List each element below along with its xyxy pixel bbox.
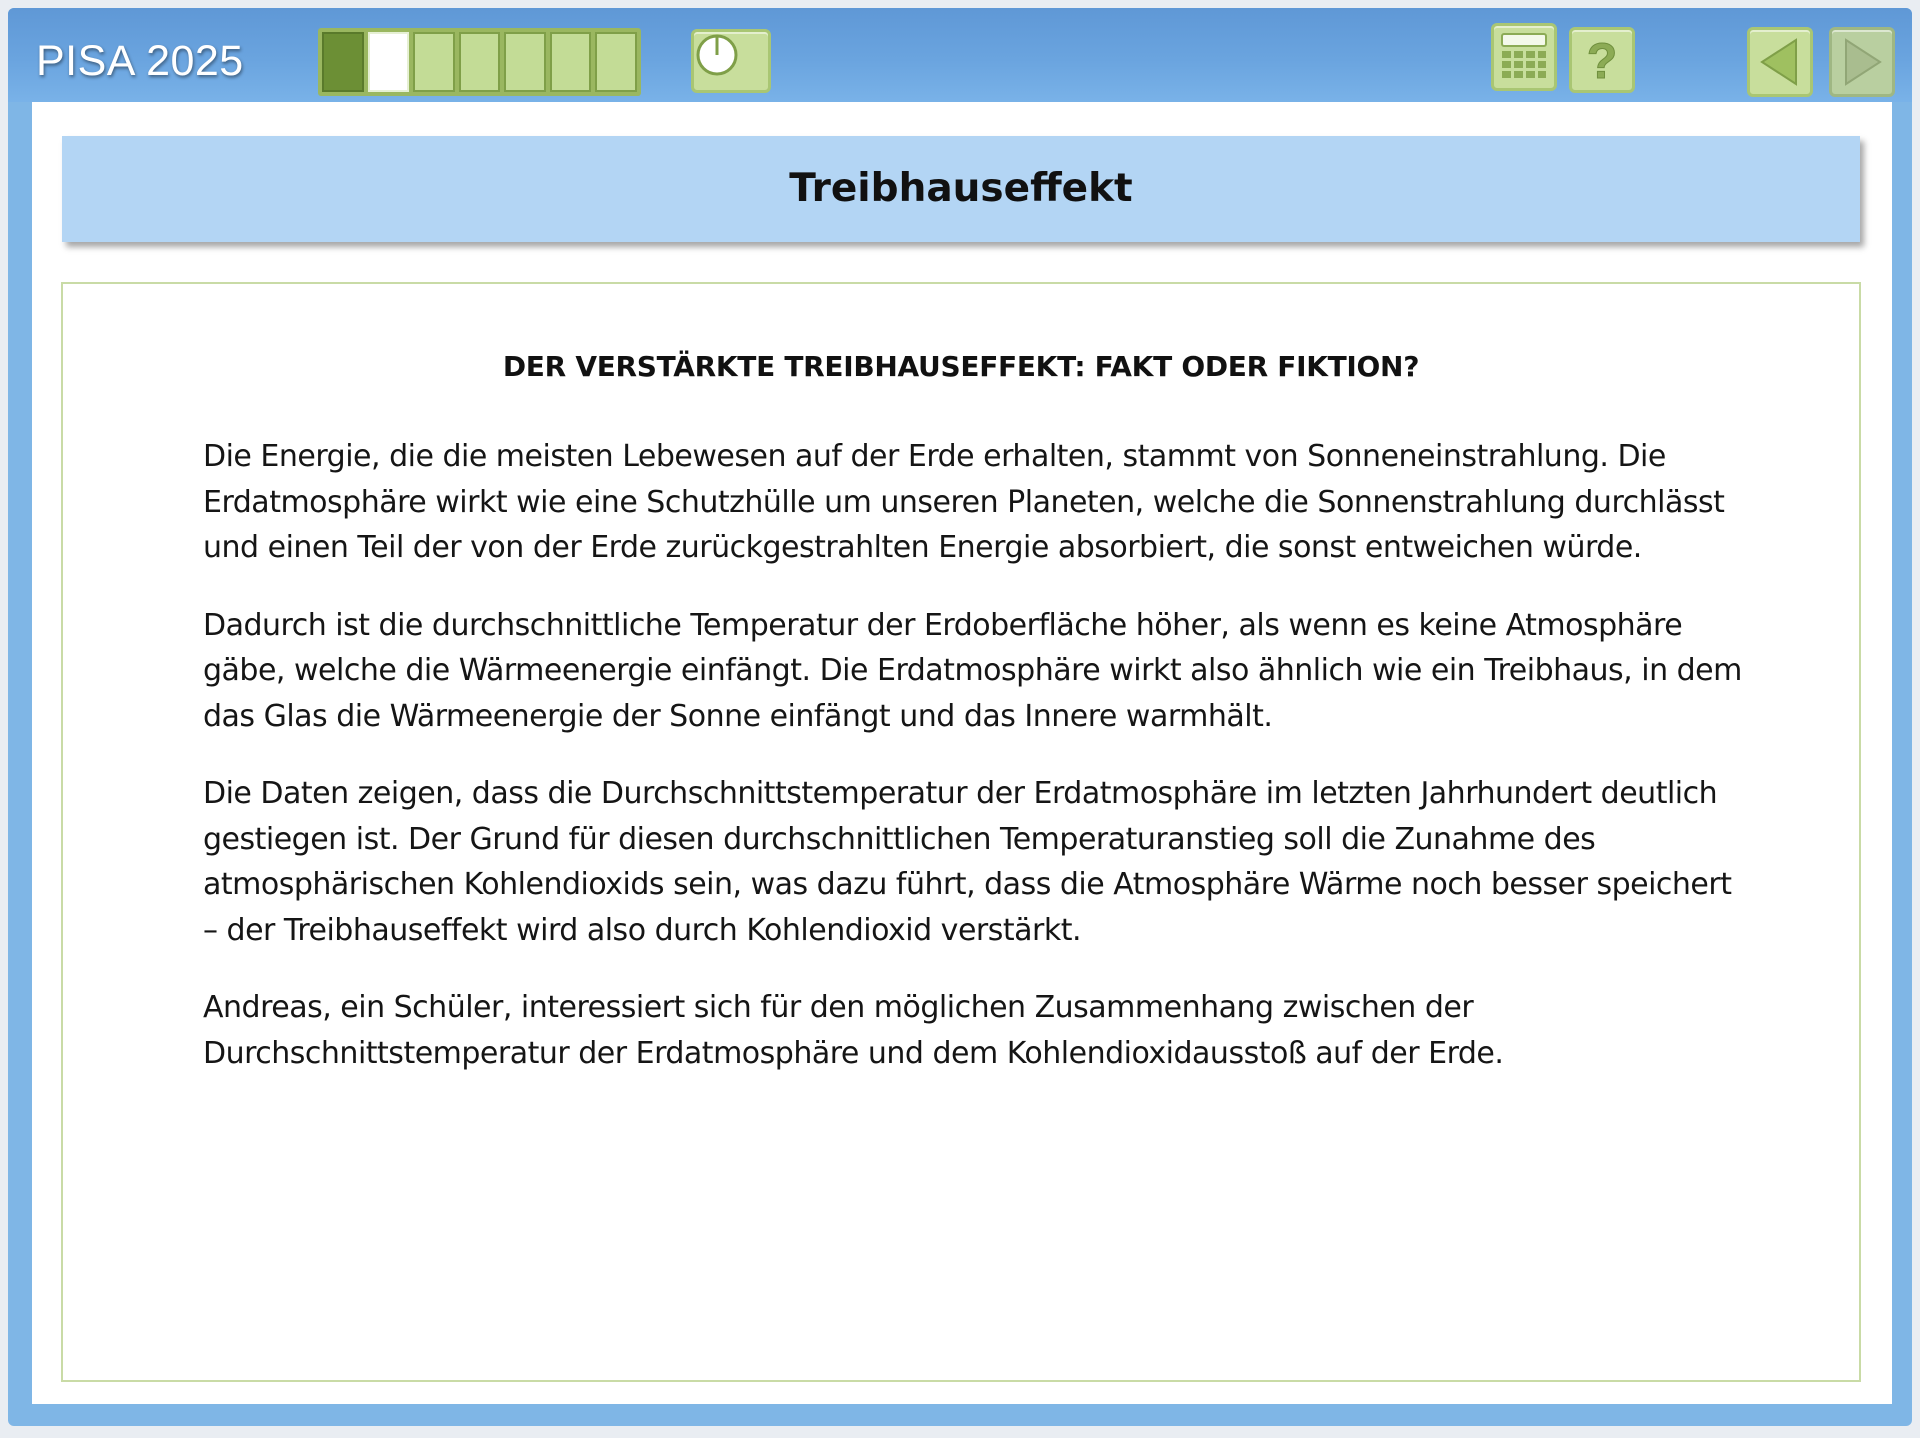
reading-heading: DER VERSTÄRKTE TREIBHAUSEFFEKT: FAKT ODER FIKTION? (502, 350, 1420, 383)
reading-body (203, 434, 1743, 1108)
calculator-icon (1494, 26, 1554, 88)
previous-button[interactable] (1747, 27, 1813, 97)
progress-indicator (318, 28, 641, 96)
reading-panel (61, 282, 1861, 1382)
progress-segment-2 (368, 32, 410, 92)
content-area (32, 102, 1892, 1404)
timer-button[interactable] (691, 29, 771, 93)
help-button[interactable] (1569, 27, 1635, 93)
reading-paragraph-4: Andreas, ein Schüler, interessiert sich für den möglichen Zusammenhang zwischen der Durchschnittstemperatur der Erdatmosphäre und dem Kohlendioxidausstoß auf der Erde. (203, 990, 1504, 1071)
progress-segment-3 (413, 32, 455, 92)
timer-icon (694, 32, 740, 78)
unit-title-bar (62, 136, 1860, 242)
brand-title: PISA 2025 (36, 37, 244, 85)
progress-segment-7 (595, 32, 637, 92)
progress-segment-5 (504, 32, 546, 92)
progress-segment-1 (322, 32, 364, 92)
reading-paragraph-3: Die Daten zeigen, dass die Durchschnittstemperatur der Erdatmosphäre im letzten Jahrhundert deutlich gestiegen ist. Der Grund für diesen durchschnittlichen Temperaturanstieg soll die Zunahme des atmosphärischen Kohlendioxids sein, was dazu führt, dass die Atmosphäre Wärme noch besser speichert – der Treibhauseffekt wird also durch Kohlendioxid verstärkt. (203, 776, 1732, 948)
arrow-left-icon (1750, 30, 1810, 94)
reading-paragraph-1: Die Energie, die die meisten Lebewesen auf der Erde erhalten, stammt von Sonneneinstrahlung. Die Erdatmosphäre wirkt wie eine Schutzhülle um unseren Planeten, welche die Sonnenstrahlung durchlässt und einen Teil der von der Erde zurückgestrahlten Energie absorbiert, die sonst entweichen würde. (203, 439, 1725, 565)
progress-segment-4 (459, 32, 501, 92)
top-toolbar (8, 8, 1912, 102)
svg-text:?: ? (1586, 33, 1618, 89)
calculator-button[interactable] (1491, 23, 1557, 91)
next-button[interactable] (1829, 27, 1895, 97)
progress-segment-6 (550, 32, 592, 92)
unit-title: Treibhauseffekt (789, 166, 1133, 211)
arrow-right-icon (1832, 30, 1892, 94)
reading-paragraph-2: Dadurch ist die durchschnittliche Temperatur der Erdoberfläche höher, als wenn es keine Atmosphäre gäbe, welche die Wärmeenergie einfängt. Die Erdatmosphäre wirkt also ähnlich wie ein Treibhaus, in dem das Glas die Wärmeenergie der Sonne einfängt und das Innere warmhält. (203, 607, 1742, 734)
help-icon (1572, 30, 1632, 90)
app-window (8, 8, 1912, 1426)
